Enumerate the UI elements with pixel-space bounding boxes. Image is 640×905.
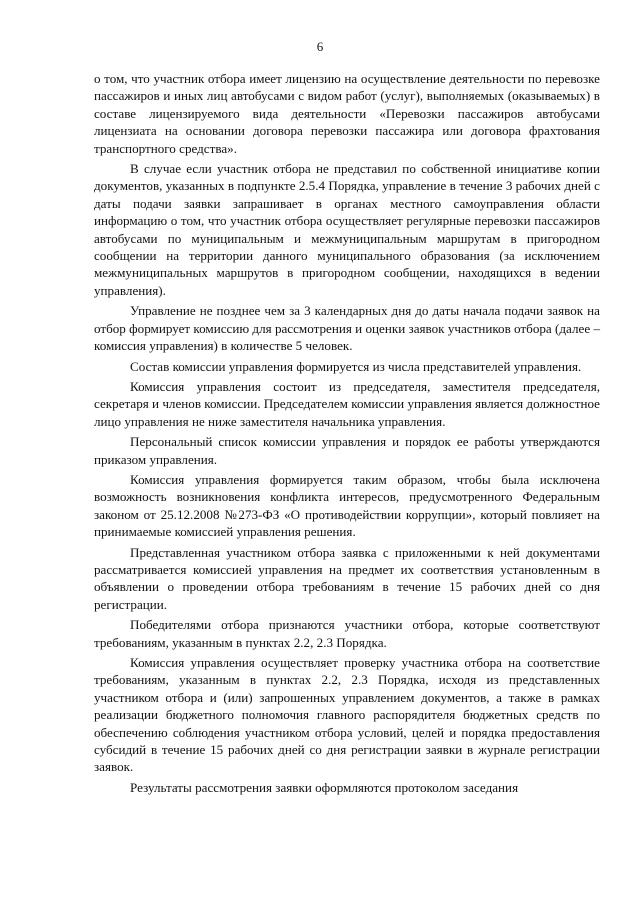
document-body: [94, 70, 600, 799]
paragraph-1: о том, что участник отбора имеет лицензию на осуществление деятельности по перевозке пассажиров и иных лиц автобусами с видом работ (услуг), выполняемых (оказываемых) в составе лицензируемого вида деятельности «Перевозки пассажиров автобусами лицензиата на основании договора перевозки пассажира или договора фрахтования транспортного средства».: [94, 71, 600, 156]
paragraph-6: Персональный список комиссии управления и порядок ее работы утверждаются приказом управления.: [94, 434, 600, 467]
paragraph-9: Победителями отбора признаются участники отбора, которые соответствуют требованиям, указанным в пунктах 2.2, 2.3 Порядка.: [94, 617, 600, 650]
paragraph-5: Комиссия управления состоит из председателя, заместителя председателя, секретаря и членов комиссии. Председателем комиссии управления является должностное лицо управления не ниже заместителя начальника управления.: [94, 378, 600, 429]
page-number: 6: [316, 39, 324, 54]
paragraph-3: Управление не позднее чем за 3 календарных дня до даты начала подачи заявок на отбор формирует комиссию для рассмотрения и оценки заявок участников отбора (далее – комиссия управления) в количестве 5 человек.: [94, 303, 600, 354]
paragraph-11: Результаты рассмотрения заявки оформляются протоколом заседания: [130, 779, 519, 795]
paragraph-4: Состав комиссии управления формируется из числа представителей управления.: [130, 358, 582, 374]
paragraph-10: Комиссия управления осуществляет проверку участника отбора на соответствие требованиям, указанным в пунктах 2.2, 2.3 Порядка, исходя из представленных участником отбора и (или) запрошенных управлением документов, а также в рамках реализации бюджетного полномочия главного распорядителя бюджетных средств по обеспечению соблюдения участником отбора условий, целей и порядка предоставления субсидий в течение 15 рабочих дней со дня регистрации заявки в журнале регистрации заявок.: [94, 655, 600, 775]
paragraph-8: Представленная участником отбора заявка с приложенными к ней документами рассматривается комиссией управления на предмет их соответствия установленным в объявлении о проведении отбора требованиям в течение 15 рабочих дней со дня регистрации.: [94, 544, 600, 612]
paragraph-2: В случае если участник отбора не представил по собственной инициативе копии документов, указанных в подпункте 2.5.4 Порядка, управление в течение 3 рабочих дней с даты подачи заявки запрашивает в органах местного самоуправления области информацию о том, что участник отбора осуществляет регулярные перевозки пассажиров автобусами по муниципальным и межмуниципальным маршрутам в пригородном сообщении на территории данного муниципального образования (за исключением межмуниципальных маршрутов в пригородном сообщении, находящихся в ведении управления).: [94, 161, 600, 298]
paragraph-7: Комиссия управления формируется таким образом, чтобы была исключена возможность возникновения конфликта интересов, предусмотренного Федеральным законом от 25.12.2008 №273-ФЗ «О противодействии коррупции», который повлияет на принимаемые комиссией управления решения.: [94, 471, 600, 540]
